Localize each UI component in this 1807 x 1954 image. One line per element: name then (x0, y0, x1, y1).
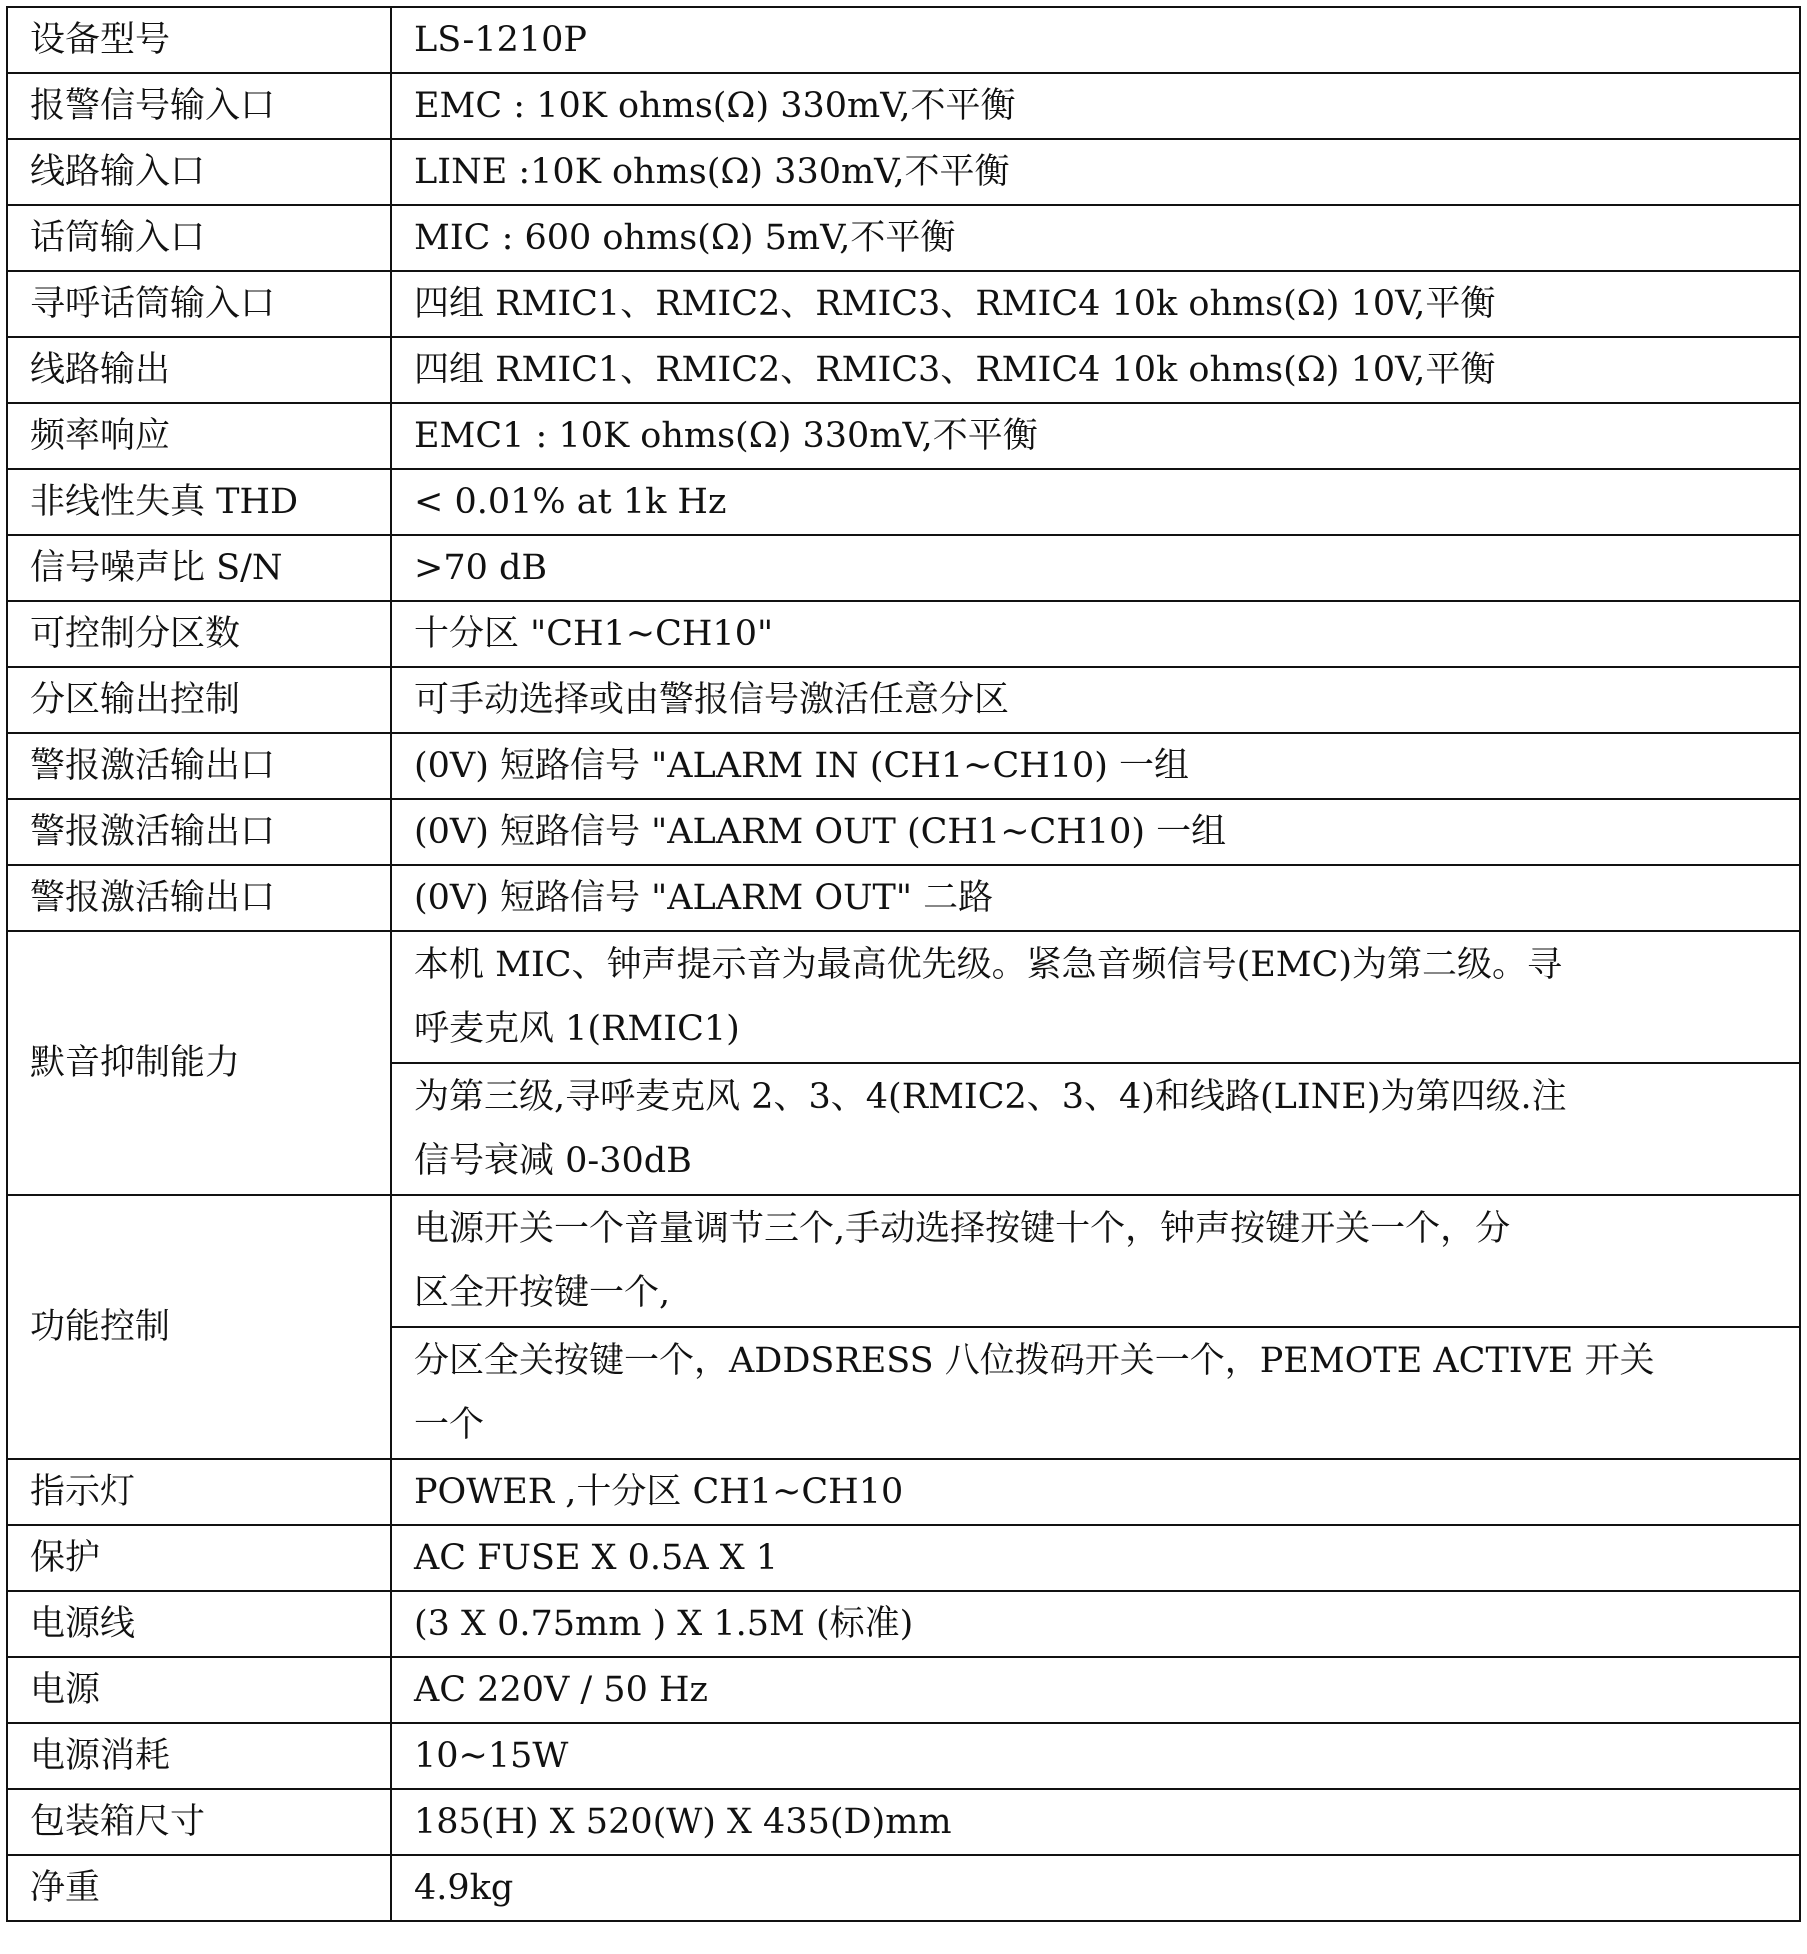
spec-value: 四组 RMIC1、RMIC2、RMIC3、RMIC4 10k ohms(Ω) 10V,平衡 (391, 337, 1800, 403)
spec-value: AC 220V / 50 Hz (391, 1657, 1800, 1723)
spec-row (7, 1195, 1800, 1327)
spec-value: LS-1210P (391, 7, 1800, 73)
spec-row (7, 1459, 1800, 1525)
spec-value: 四组 RMIC1、RMIC2、RMIC3、RMIC4 10k ohms(Ω) 10V,平衡 (391, 271, 1800, 337)
spec-label: 包装箱尺寸 (7, 1789, 391, 1855)
spec-label: 电源线 (7, 1591, 391, 1657)
spec-value-line: 电源开关一个音量调节三个,手动选择按键十个，钟声按键开关一个，分 (414, 1209, 1511, 1249)
spec-value: POWER ,十分区 CH1~CH10 (391, 1459, 1800, 1525)
spec-value (391, 1195, 1800, 1327)
spec-row (7, 337, 1800, 403)
spec-row (7, 7, 1800, 73)
spec-value-line: 一个 (414, 1405, 485, 1445)
spec-value: (0V) 短路信号 "ALARM IN (CH1~CH10) 一组 (391, 733, 1800, 799)
spec-value-line: 本机 MIC、钟声提示音为最高优先级。紧急音频信号(EMC)为第二级。寻 (414, 945, 1563, 985)
spec-row (7, 139, 1800, 205)
spec-row (7, 1525, 1800, 1591)
spec-value: < 0.01% at 1k Hz (391, 469, 1800, 535)
spec-value: 十分区 "CH1~CH10" (391, 601, 1800, 667)
spec-label: 净重 (7, 1855, 391, 1921)
spec-label: 话筒输入口 (7, 205, 391, 271)
spec-row (7, 799, 1800, 865)
spec-label: 可控制分区数 (7, 601, 391, 667)
spec-row (7, 931, 1800, 1063)
spec-value: EMC : 10K ohms(Ω) 330mV,不平衡 (391, 73, 1800, 139)
spec-value: 可手动选择或由警报信号激活任意分区 (391, 667, 1800, 733)
spec-label: 电源消耗 (7, 1723, 391, 1789)
spec-value: (3 X 0.75mm ) X 1.5M (标准) (391, 1591, 1800, 1657)
spec-label: 警报激活输出口 (7, 799, 391, 865)
spec-value: 10~15W (391, 1723, 1800, 1789)
spec-row (7, 667, 1800, 733)
spec-label: 线路输出 (7, 337, 391, 403)
spec-label: 频率响应 (7, 403, 391, 469)
spec-label: 电源 (7, 1657, 391, 1723)
spec-value: MIC : 600 ohms(Ω) 5mV,不平衡 (391, 205, 1800, 271)
spec-row (7, 1723, 1800, 1789)
spec-table (6, 6, 1801, 1922)
spec-row (7, 271, 1800, 337)
spec-label: 设备型号 (7, 7, 391, 73)
spec-label: 警报激活输出口 (7, 733, 391, 799)
spec-label: 功能控制 (7, 1195, 391, 1459)
spec-value-line: 为第三级,寻呼麦克风 2、3、4(RMIC2、3、4)和线路(LINE)为第四级.注 (414, 1077, 1567, 1117)
spec-value: 4.9kg (391, 1855, 1800, 1921)
spec-row (7, 205, 1800, 271)
spec-value: AC FUSE X 0.5A X 1 (391, 1525, 1800, 1591)
spec-row (7, 1789, 1800, 1855)
spec-row (7, 733, 1800, 799)
spec-label: 指示灯 (7, 1459, 391, 1525)
spec-label: 寻呼话筒输入口 (7, 271, 391, 337)
spec-value (391, 1327, 1800, 1459)
spec-row (7, 1591, 1800, 1657)
spec-value-line: 分区全关按键一个，ADDSRESS 八位拨码开关一个，PEMOTE ACTIVE 开关 (414, 1341, 1655, 1381)
spec-value: (0V) 短路信号 "ALARM OUT" 二路 (391, 865, 1800, 931)
spec-label: 分区输出控制 (7, 667, 391, 733)
spec-row (7, 73, 1800, 139)
spec-value (391, 931, 1800, 1063)
spec-label: 警报激活输出口 (7, 865, 391, 931)
spec-row (7, 1657, 1800, 1723)
spec-label: 保护 (7, 1525, 391, 1591)
spec-label: 报警信号输入口 (7, 73, 391, 139)
spec-value-line: 信号衰减 0-30dB (414, 1141, 692, 1181)
spec-value: 185(H) X 520(W) X 435(D)mm (391, 1789, 1800, 1855)
spec-label: 线路输入口 (7, 139, 391, 205)
spec-row (7, 601, 1800, 667)
spec-row (7, 1855, 1800, 1921)
spec-value: LINE :10K ohms(Ω) 330mV,不平衡 (391, 139, 1800, 205)
spec-row (7, 535, 1800, 601)
spec-label: 默音抑制能力 (7, 931, 391, 1195)
spec-row (7, 403, 1800, 469)
spec-value: (0V) 短路信号 "ALARM OUT (CH1~CH10) 一组 (391, 799, 1800, 865)
spec-value: EMC1 : 10K ohms(Ω) 330mV,不平衡 (391, 403, 1800, 469)
spec-label: 非线性失真 THD (7, 469, 391, 535)
spec-label: 信号噪声比 S/N (7, 535, 391, 601)
spec-value-line: 区全开按键一个, (414, 1273, 671, 1313)
spec-row (7, 469, 1800, 535)
spec-value (391, 1063, 1800, 1195)
spec-value-line: 呼麦克风 1(RMIC1) (414, 1009, 740, 1049)
spec-value: >70 dB (391, 535, 1800, 601)
spec-row (7, 865, 1800, 931)
